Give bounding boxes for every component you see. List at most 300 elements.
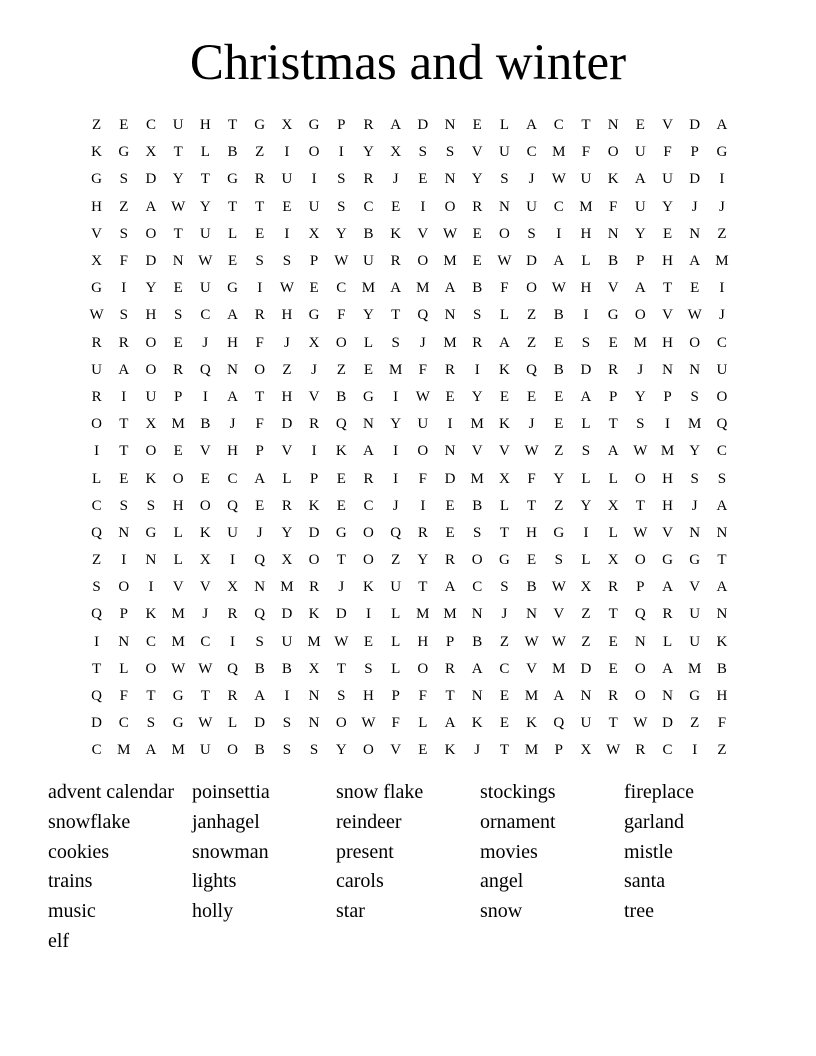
grid-letter: B	[608, 253, 619, 270]
grid-letter: K	[335, 443, 347, 460]
word-list-item: fireplace	[624, 781, 694, 803]
grid-letter: E	[445, 524, 455, 541]
grid-letter: H	[662, 334, 673, 351]
grid-letter: O	[227, 742, 238, 759]
word-list-item: angel	[480, 870, 524, 893]
grid-letter: M	[688, 660, 702, 677]
grid-letter: Z	[119, 198, 129, 215]
grid-letter: I	[583, 307, 589, 324]
grid-letter: Z	[717, 225, 727, 242]
grid-letter: D	[662, 715, 673, 732]
grid-letter: S	[282, 715, 292, 732]
grid-letter: N	[607, 117, 619, 134]
grid-letter: D	[580, 361, 592, 378]
grid-letter: C	[363, 497, 374, 514]
grid-letter: C	[200, 633, 211, 650]
grid-letter: R	[173, 361, 184, 378]
grid-letter: V	[471, 443, 483, 460]
grid-letter: X	[308, 225, 320, 242]
grid-letter: I	[94, 633, 100, 650]
grid-letter: P	[255, 443, 264, 460]
grid-letter: W	[497, 253, 512, 270]
grid-letter: K	[498, 416, 510, 433]
grid-letter: M	[552, 144, 566, 161]
grid-letter: A	[553, 688, 565, 705]
grid-letter: E	[336, 470, 346, 487]
grid-letter: G	[254, 117, 266, 134]
grid-letter: B	[553, 361, 564, 378]
grid-letter: P	[608, 388, 618, 405]
grid-letter: H	[145, 307, 157, 324]
grid-letter: H	[580, 225, 592, 242]
grid-letter: O	[254, 361, 266, 378]
grid-letter: W	[198, 253, 213, 270]
grid-letter: J	[637, 361, 644, 378]
grid-letter: S	[337, 688, 346, 705]
grid-letter: E	[173, 334, 183, 351]
grid-letter: Z	[717, 742, 727, 759]
grid-letter: F	[255, 334, 264, 351]
grid-letter: Q	[526, 361, 538, 378]
grid-letter: K	[471, 715, 483, 732]
grid-letter: T	[499, 742, 509, 759]
grid-letter: L	[173, 552, 183, 569]
grid-letter: R	[608, 579, 619, 596]
grid-letter: R	[608, 688, 619, 705]
grid-letter: Y	[199, 198, 211, 215]
grid-letter: M	[552, 660, 566, 677]
grid-letter: Y	[335, 742, 347, 759]
grid-letter: N	[689, 361, 701, 378]
grid-letter: T	[119, 443, 129, 460]
grid-letter: M	[524, 688, 539, 705]
grid-letter: H	[662, 253, 673, 270]
grid-letter: E	[200, 470, 210, 487]
grid-letter: I	[365, 606, 371, 623]
word-list-item: santa	[624, 870, 666, 893]
grid-letter: H	[281, 388, 293, 405]
grid-letter: I	[121, 552, 127, 569]
grid-letter: N	[716, 606, 728, 623]
grid-letter: C	[91, 742, 102, 759]
grid-letter: Q	[716, 416, 728, 433]
grid-letter: N	[580, 688, 592, 705]
grid-letter: W	[361, 715, 376, 732]
grid-letter: A	[444, 280, 456, 297]
grid-letter: E	[554, 416, 564, 433]
grid-letter: H	[662, 470, 673, 487]
grid-letter: R	[472, 334, 483, 351]
grid-letter: R	[363, 171, 374, 188]
grid-letter: G	[335, 524, 347, 541]
grid-letter: G	[91, 171, 103, 188]
grid-letter: T	[391, 307, 401, 324]
grid-letter: S	[445, 144, 455, 161]
grid-letter: Y	[662, 198, 673, 215]
grid-letter: W	[171, 198, 186, 215]
grid-letter: P	[119, 606, 128, 623]
grid-letter: J	[691, 198, 698, 215]
grid-letter: B	[363, 225, 374, 242]
grid-letter: Q	[335, 416, 347, 433]
grid-letter: Q	[254, 552, 266, 569]
grid-letter: W	[334, 633, 349, 650]
grid-letter: X	[227, 579, 238, 596]
grid-letter: N	[634, 633, 646, 650]
grid-letter: U	[145, 388, 157, 405]
grid-letter: M	[117, 742, 131, 759]
grid-letter: E	[119, 470, 129, 487]
word-list-item: present	[336, 840, 394, 863]
grid-letter: M	[470, 470, 484, 487]
grid-letter: J	[691, 497, 698, 514]
grid-letter: R	[254, 171, 265, 188]
grid-letter: I	[202, 388, 208, 405]
grid-letter: E	[472, 117, 482, 134]
grid-letter: E	[472, 253, 482, 270]
grid-letter: L	[499, 307, 509, 324]
grid-letter: F	[255, 416, 264, 433]
grid-letter: C	[526, 144, 537, 161]
grid-letter: W	[89, 307, 104, 324]
grid-letter: J	[202, 606, 209, 623]
grid-letter: W	[551, 171, 566, 188]
grid-letter: Q	[254, 606, 266, 623]
grid-letter: L	[608, 524, 618, 541]
grid-letter: I	[583, 524, 589, 541]
grid-letter: S	[119, 171, 128, 188]
grid-letter: D	[91, 715, 103, 732]
grid-letter: C	[553, 117, 564, 134]
grid-letter: U	[689, 633, 701, 650]
grid-letter: E	[282, 198, 292, 215]
grid-letter: M	[688, 416, 702, 433]
grid-letter: A	[444, 715, 456, 732]
grid-letter: R	[363, 117, 374, 134]
grid-letter: S	[527, 225, 536, 242]
grid-letter: N	[308, 688, 320, 705]
grid-letter: M	[416, 606, 430, 623]
grid-letter: E	[527, 388, 537, 405]
word-list-item: snowman	[192, 840, 269, 863]
grid-letter: D	[580, 660, 592, 677]
grid-letter: B	[254, 742, 265, 759]
grid-letter: U	[281, 171, 293, 188]
grid-letter: E	[309, 280, 319, 297]
grid-letter: D	[254, 715, 266, 732]
grid-letter: J	[256, 524, 263, 541]
grid-letter: R	[227, 606, 238, 623]
grid-letter: R	[91, 388, 102, 405]
grid-letter: W	[633, 443, 648, 460]
grid-letter: C	[336, 280, 347, 297]
grid-letter: A	[634, 280, 646, 297]
grid-letter: Q	[417, 307, 429, 324]
grid-letter: B	[254, 660, 265, 677]
grid-letter: E	[445, 497, 455, 514]
grid-letter: I	[148, 579, 154, 596]
grid-letter: E	[527, 552, 537, 569]
grid-letter: P	[663, 388, 672, 405]
grid-letter: S	[717, 470, 727, 487]
grid-letter: V	[607, 280, 619, 297]
grid-letter: Y	[363, 307, 374, 324]
grid-letter: S	[337, 171, 346, 188]
grid-letter: W	[279, 280, 294, 297]
grid-letter: S	[473, 524, 482, 541]
grid-letter: Y	[580, 497, 592, 514]
grid-letter: R	[91, 334, 102, 351]
word-list-item: advent calendar	[48, 781, 175, 803]
grid-letter: N	[444, 171, 456, 188]
grid-letter: H	[417, 633, 429, 650]
grid-letter: U	[199, 280, 211, 297]
grid-letter: Y	[145, 280, 157, 297]
grid-letter: C	[553, 198, 564, 215]
grid-letter: M	[633, 334, 648, 351]
grid-letter: Y	[335, 225, 347, 242]
grid-letter: W	[606, 742, 621, 759]
grid-letter: R	[390, 253, 401, 270]
grid-letter: N	[254, 579, 266, 596]
grid-letter: W	[198, 660, 213, 677]
grid-letter: J	[528, 416, 535, 433]
grid-letter: B	[227, 144, 238, 161]
grid-letter: S	[146, 497, 156, 514]
grid-letter: A	[363, 443, 374, 460]
grid-letter: L	[119, 660, 129, 677]
grid-letter: U	[363, 253, 374, 270]
grid-letter: D	[526, 253, 538, 270]
grid-letter: J	[528, 171, 535, 188]
grid-letter: W	[687, 307, 702, 324]
grid-letter: C	[91, 497, 102, 514]
grid-letter: F	[717, 715, 727, 732]
grid-letter: L	[391, 606, 401, 623]
grid-letter: Q	[390, 524, 402, 541]
grid-letter: O	[417, 660, 429, 677]
grid-letter: C	[145, 633, 156, 650]
grid-letter: K	[363, 579, 374, 596]
grid-letter: G	[689, 688, 701, 705]
grid-letter: U	[526, 198, 538, 215]
page-title: Christmas and winter	[189, 35, 627, 91]
grid-letter: H	[227, 334, 238, 351]
grid-letter: S	[500, 579, 509, 596]
grid-letter: O	[335, 334, 347, 351]
grid-letter: N	[526, 606, 538, 623]
grid-letter: L	[282, 470, 292, 487]
grid-letter: K	[607, 171, 619, 188]
grid-letter: K	[199, 524, 211, 541]
grid-letter: V	[526, 660, 538, 677]
grid-letter: O	[145, 361, 157, 378]
grid-letter: I	[257, 280, 263, 297]
grid-letter: G	[308, 307, 320, 324]
grid-letter: E	[418, 171, 428, 188]
grid-letter: O	[363, 742, 374, 759]
grid-letter: L	[92, 470, 102, 487]
grid-letter: W	[633, 715, 648, 732]
grid-letter: P	[445, 633, 455, 650]
grid-letter: R	[281, 497, 292, 514]
grid-letter: E	[227, 253, 238, 270]
word-list-item: cookies	[48, 840, 110, 863]
grid-letter: R	[309, 579, 320, 596]
grid-letter: C	[499, 660, 510, 677]
grid-letter: K	[145, 606, 157, 623]
grid-letter: G	[689, 552, 701, 569]
grid-letter: P	[690, 144, 699, 161]
grid-letter: I	[665, 416, 671, 433]
grid-letter: W	[551, 579, 566, 596]
grid-letter: B	[472, 280, 483, 297]
grid-letter: P	[554, 742, 563, 759]
grid-letter: E	[499, 715, 509, 732]
word-list-item: janhagel	[192, 810, 260, 833]
grid-letter: I	[338, 144, 344, 161]
grid-letter: O	[118, 579, 130, 596]
grid-letter: J	[474, 742, 481, 759]
grid-letter: V	[417, 225, 429, 242]
grid-letter: L	[173, 524, 183, 541]
grid-letter: N	[498, 198, 510, 215]
grid-letter: B	[526, 579, 537, 596]
grid-letter: A	[227, 307, 238, 324]
grid-letter: N	[172, 253, 184, 270]
grid-letter: T	[227, 117, 238, 134]
word-list-item: trains	[48, 870, 93, 893]
grid-letter: S	[636, 416, 645, 433]
grid-letter: D	[281, 416, 293, 433]
grid-letter: W	[524, 443, 539, 460]
grid-letter: N	[662, 688, 673, 705]
grid-letter: S	[146, 715, 156, 732]
grid-letter: Q	[199, 361, 211, 378]
grid-letter: N	[471, 606, 483, 623]
grid-letter: T	[227, 198, 238, 215]
grid-letter: T	[92, 660, 102, 677]
grid-letter: O	[444, 198, 456, 215]
grid-letter: T	[499, 524, 509, 541]
grid-letter: Z	[527, 334, 537, 351]
grid-letter: U	[417, 416, 429, 433]
grid-letter: T	[255, 388, 265, 405]
grid-letter: W	[524, 633, 539, 650]
grid-letter: P	[309, 253, 319, 270]
grid-letter: Z	[527, 307, 537, 324]
grid-letter: O	[634, 660, 646, 677]
grid-letter: L	[418, 715, 428, 732]
grid-letter: B	[336, 388, 347, 405]
grid-letter: S	[581, 443, 591, 460]
grid-letter: G	[91, 280, 103, 297]
grid-letter: M	[171, 416, 185, 433]
grid-letter: T	[200, 171, 210, 188]
grid-letter: B	[716, 660, 727, 677]
grid-letter: Q	[91, 688, 103, 705]
grid-letter: J	[718, 307, 725, 324]
grid-letter: N	[227, 361, 238, 378]
grid-letter: S	[581, 334, 591, 351]
grid-letter: T	[527, 497, 537, 514]
grid-letter: N	[444, 307, 456, 324]
grid-letter: L	[200, 144, 210, 161]
grid-letter: I	[447, 416, 453, 433]
grid-letter: S	[309, 742, 319, 759]
grid-letter: E	[608, 633, 618, 650]
grid-letter: G	[498, 552, 510, 569]
grid-letter: V	[91, 225, 103, 242]
grid-letter: A	[607, 443, 619, 460]
grid-letter: E	[608, 660, 618, 677]
grid-letter: N	[118, 524, 130, 541]
grid-letter: G	[172, 715, 184, 732]
word-list-item: lights	[192, 870, 237, 893]
grid-letter: V	[662, 117, 673, 134]
grid-letter: X	[91, 253, 103, 270]
grid-letter: A	[444, 579, 456, 596]
grid-letter: L	[581, 416, 591, 433]
grid-letter: I	[420, 497, 426, 514]
grid-letter: G	[227, 280, 238, 297]
grid-letter: C	[662, 742, 673, 759]
grid-letter: R	[118, 334, 129, 351]
grid-letter: N	[444, 117, 456, 134]
grid-letter: W	[415, 388, 430, 405]
grid-letter: J	[229, 416, 236, 433]
grid-letter: N	[689, 225, 701, 242]
grid-letter: A	[390, 280, 402, 297]
grid-letter: Z	[92, 117, 102, 134]
grid-letter: V	[199, 443, 211, 460]
grid-letter: L	[608, 470, 618, 487]
grid-letter: D	[689, 117, 701, 134]
grid-letter: D	[335, 606, 347, 623]
grid-letter: C	[716, 443, 727, 460]
grid-letter: R	[445, 552, 456, 569]
grid-letter: F	[581, 144, 591, 161]
grid-letter: V	[471, 144, 483, 161]
grid-letter: O	[417, 253, 429, 270]
grid-letter: O	[634, 552, 646, 569]
grid-letter: E	[690, 280, 700, 297]
grid-letter: O	[689, 334, 701, 351]
grid-letter: O	[363, 552, 374, 569]
grid-letter: E	[363, 361, 374, 378]
grid-letter: U	[199, 742, 211, 759]
grid-letter: F	[391, 715, 400, 732]
grid-letter: U	[390, 579, 402, 596]
grid-letter: N	[716, 524, 728, 541]
grid-letter: E	[119, 117, 129, 134]
grid-letter: P	[636, 579, 645, 596]
grid-letter: Q	[91, 524, 103, 541]
grid-letter: J	[311, 361, 318, 378]
grid-letter: O	[91, 416, 103, 433]
grid-letter: Z	[554, 443, 564, 460]
grid-letter: N	[145, 552, 157, 569]
grid-letter: T	[336, 660, 346, 677]
grid-letter: T	[200, 688, 210, 705]
grid-letter: Z	[499, 633, 509, 650]
grid-letter: O	[308, 552, 320, 569]
grid-letter: D	[689, 171, 701, 188]
grid-letter: S	[554, 552, 563, 569]
grid-letter: J	[283, 334, 290, 351]
grid-letter: A	[227, 388, 238, 405]
grid-letter: X	[199, 552, 211, 569]
